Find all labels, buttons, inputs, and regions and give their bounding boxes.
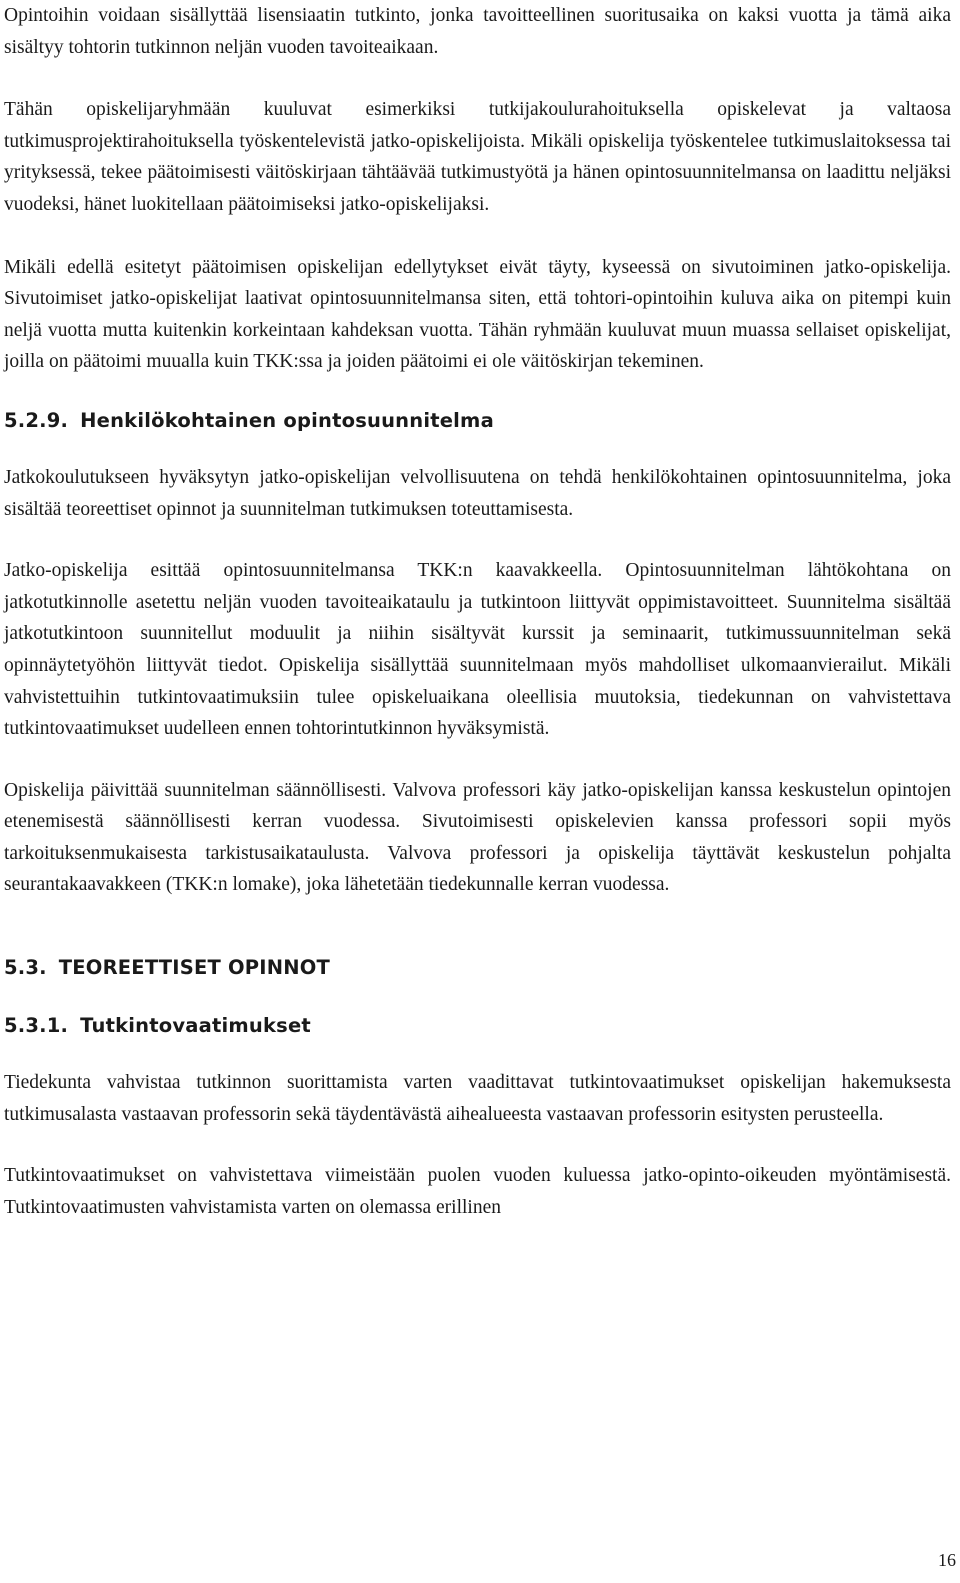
paragraph-licentiate: Opintoihin voidaan sisällyttää lisensiaatin tutkinto, jonka tavoitteellinen suoritusaika on kaksi vuotta ja tämä aika sisältyy tohtorin tutkinnon neljän vuoden tavoiteaikaan.	[4, 5, 951, 58]
paragraph-degree-requirements: Tiedekunta vahvistaa tutkinnon suorittamista varten vaadittavat tutkintovaatimukset opiskelijan hakemuksesta tutkimusalasta vastaavan professorin sekä täydentävästä aihealueesta vastaavan professorin esitysten perusteella.	[4, 1072, 951, 1125]
section-heading-5-3	[4, 953, 951, 983]
paragraph-study-plan-update: Opiskelija päivittää suunnitelman säännöllisesti. Valvova professori käy jatko-opiskelijan kanssa keskustelun opintojen etenemisestä säännöllisesti kerran vuodessa. Sivutoimisesti opiskelevien kanssa professori sopii myös tarkoituksenmukaisesta tarkistusaikataulusta. Valvova professori ja opiskelija täyttävät keskustelun pohjalta seurantakaavakkeen (TKK:n lomake), joka lähetetään tiedekunnalle kerran vuodessa.	[4, 779, 951, 896]
paragraph-study-plan-duty: Jatkokoulutukseen hyväksytyn jatko-opiskelijan velvollisuutena on tehdä henkilökohtainen opintosuunnitelma, joka sisältää teoreettiset opinnot ja suunnitelman tutkimuksen toteuttamisesta.	[4, 466, 951, 520]
paragraph-fulltime-students: Tähän opiskelijaryhmään kuuluvat esimerkiksi tutkijakoulurahoituksella opiskelevat ja valtaosa tutkimusprojektirahoituksella työskentelevistä jatko-opiskelijoista. Mikäli opiskelija työskentelee tutkimuslaitoksessa tai yrityksessä, tekee päätoimisesti väitöskirjaan tähtäävää tutkimustyötä ja hänen opintosuunnitelmansa on laadittu neljäksi vuodeksi, hänet luokitellaan päätoimiseksi jatko-opiskelijaksi.	[4, 99, 951, 215]
section-title: Tutkintovaatimukset	[80, 1014, 311, 1038]
document-page	[4, 0, 951, 1223]
section-number: 5.3.	[4, 956, 47, 980]
section-heading-5-2-9	[4, 406, 951, 436]
paragraph-study-plan-form: Jatko-opiskelija esittää opintosuunnitelmansa TKK:n kaavakkeella. Opintosuunnitelman lähtökohtana on jatkotutkinnolle asetettu neljän vuoden tavoiteaikataulu ja tutkintoon liittyvät oppimistavoitteet. Suunnitelma sisältää jatkotutkintoon suunnitellut moduulit ja niihin sisältyvät kurssit ja seminaarit, tutkimussuunnitelman sekä opinnäytetyöhön liittyvät tiedot. Opiskelija sisällyttää suunnitelmaan myös mahdolliset ulkomaanvierailut. Mikäli vahvistettuihin tutkintovaatimuksiin tulee opiskeluaikana oleellisia muutoksia, tiedekunnan on vahvistettava tutkintovaatimukset uudelleen ennen tohtorintutkinnon hyväksymistä.	[4, 560, 951, 740]
section-heading-5-3-1	[4, 1011, 951, 1041]
section-number: 5.2.9.	[4, 408, 69, 432]
section-title: TEOREETTISET OPINNOT	[58, 956, 331, 980]
paragraph-parttime-students: Mikäli edellä esitetyt päätoimisen opiskelijan edellytykset eivät täyty, kyseessä on sivutoiminen jatko-opiskelija. Sivutoimiset jatko-opiskelijat laativat opintosuunnitelmansa siten, että tohtori-opintoihin kuluva aika on pitempi kuin neljä vuotta mutta kuitenkin korkeintaan kahdeksan vuotta. Tähän ryhmään kuuluvat muun muassa sellaiset opiskelijat, joilla on päätoimi muualla kuin TKK:ssa ja joiden päätoimi ei ole väitöskirjan tekeminen.	[4, 256, 951, 373]
page-number: 16	[938, 1550, 956, 1570]
section-title: Henkilökohtainen opintosuunnitelma	[80, 408, 494, 432]
section-number: 5.3.1.	[4, 1014, 69, 1038]
paragraph-requirements-confirmation: Tutkintovaatimukset on vahvistettava viimeistään puolen vuoden kuluessa jatko-opinto-oikeuden myöntämisestä. Tutkintovaatimusten vahvistamista varten on olemassa erillinen	[4, 1165, 951, 1218]
